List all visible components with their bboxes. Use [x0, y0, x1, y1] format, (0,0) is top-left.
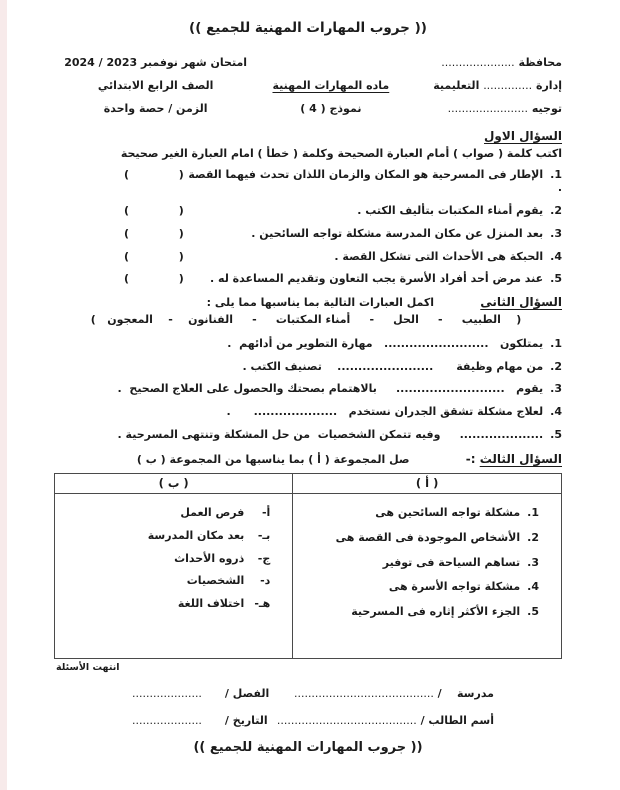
directorate-line — [405, 74, 562, 97]
q1-item-text — [184, 250, 562, 264]
question-3-heading-text: السؤال الثالث — [479, 451, 562, 466]
q2-item-5 — [54, 428, 562, 442]
header-subject-block — [257, 51, 404, 120]
col-b-item-2 — [77, 529, 270, 543]
item-number: 1. — [550, 336, 562, 350]
column-a-header: ( أ ) — [293, 473, 562, 493]
item-number: 3. — [550, 226, 562, 240]
questions-end-note: انتهت الأسئلة — [56, 662, 120, 673]
item-number: 5. — [527, 605, 539, 618]
word-bank: ( الطبيب - الحل - أمناء المكتبات - الفنانون - المعجون ) — [90, 313, 522, 327]
subject-name: ماده المهارات المهنية — [272, 78, 390, 92]
question-1-heading-text: السؤال الاول — [484, 128, 562, 143]
col-b-item-1 — [77, 506, 270, 520]
model-number: نموذج ( 4 ) — [300, 101, 362, 115]
question-2-intro: اكمل العبارات التالية بما يناسبها مما يلى : — [206, 296, 435, 310]
col-b-item-5 — [77, 597, 270, 611]
class-label: الفصل / — [224, 686, 270, 700]
item-letter: بـ- — [257, 528, 271, 542]
class-blank: .................... — [132, 686, 202, 700]
item-statement: الحبكة هى الأحداث التى تشكل القصة . — [334, 249, 544, 263]
fill-blank-statement: يمتلكون ......................... مهارة التطوير من أدائهم . — [227, 336, 544, 350]
answer-parentheses: ( ) — [124, 204, 184, 218]
student-name-label: أسم الطالب / — [416, 713, 494, 727]
match-item-text: بعد مكان المدرسة — [147, 528, 245, 542]
question-3-section — [54, 452, 562, 659]
item-letter: ج- — [257, 551, 271, 565]
column-a-cell — [293, 494, 562, 659]
q1-item-text — [184, 227, 562, 241]
q2-item-2 — [54, 360, 562, 374]
fill-blank-statement: .................... وفيه تتمكن الشخصيات من حل المشكلة وتنتهى المسرحية . — [117, 427, 544, 441]
item-letter: د- — [260, 574, 271, 588]
school-label: مدرسة / — [437, 686, 494, 700]
exam-header — [54, 51, 562, 120]
col-a-item-4 — [315, 580, 539, 594]
question-1-instructions: اكتب كلمة ( صواب ) أمام العبارة الصحيحة وكلمة ( خطأ ) امام العبارة الغير صحيحة — [120, 146, 562, 160]
match-item-text: ذروه الأحداث — [174, 551, 245, 565]
student-date-row — [54, 714, 562, 728]
school-field — [294, 687, 494, 701]
school-class-row — [54, 687, 562, 701]
matching-table-header-row — [55, 473, 562, 493]
governorate-blank: ..................... — [441, 55, 515, 69]
answer-parentheses: ( ) — [124, 272, 184, 286]
match-item-text: مشكلة تواجه السائحين هى — [375, 506, 521, 519]
governorate-label: محافظة — [518, 55, 562, 69]
match-item-text: فرص العمل — [180, 506, 245, 519]
question-2-section — [54, 295, 562, 442]
item-statement: يقوم أمناء المكتبات بتأليف الكتب . — [357, 204, 544, 218]
col-a-item-5 — [315, 605, 539, 619]
match-item-text: الجزء الأكثر إثاره فى المسرحية — [351, 605, 521, 618]
date-blank: .................... — [132, 713, 202, 727]
item-number: 4. — [550, 405, 562, 419]
question-3-heading — [54, 452, 562, 467]
item-number: 1. — [527, 506, 539, 519]
match-item-text: مشكلة تواجه الأسرة هى — [388, 580, 521, 594]
col-b-item-4 — [77, 574, 270, 588]
item-number: 5. — [550, 272, 562, 286]
col-b-item-3 — [77, 552, 270, 566]
column-b-cell — [55, 494, 293, 659]
directorate-suffix: التعليمية — [433, 78, 480, 92]
q1-item-1 — [54, 168, 562, 196]
matching-table-body-row — [55, 494, 562, 659]
question-2-heading-text: السؤال الثانى — [480, 295, 562, 310]
item-statement: بعد المنزل عن مكان المدرسة مشكلة تواجه السائحين . — [251, 226, 544, 240]
item-number: 4. — [527, 580, 539, 594]
question-2-heading — [54, 295, 562, 310]
answer-parentheses: ( ) — [124, 249, 184, 263]
match-item-text: تساهم السياحة فى توفير — [382, 555, 521, 569]
exam-duration: الزمن / حصة واحدة — [103, 101, 208, 115]
directorate-blank: .............. — [483, 78, 533, 92]
fill-blank-statement: من مهام وظيفة ....................... تصنيف الكتب . — [242, 359, 544, 373]
item-number: 4. — [550, 249, 562, 263]
q1-item-5 — [54, 272, 562, 286]
q1-item-3 — [54, 227, 562, 241]
matching-table — [54, 473, 562, 659]
date-label: التاريخ / — [221, 713, 268, 727]
exam-month: امتحان شهر نوفمبر 2023 / 2024 — [64, 55, 248, 69]
item-number: 2. — [527, 530, 539, 544]
governorate-line — [405, 51, 562, 74]
match-item-text: اختلاف اللغة — [177, 597, 245, 610]
school-blank: ........................................ — [293, 686, 434, 700]
fill-blank-statement: لعلاج مشكلة تشقق الجدران نستخدم .................... . — [226, 405, 544, 419]
supervision-line — [405, 97, 562, 120]
student-name-field — [277, 714, 494, 728]
match-item-text: الشخصيات — [186, 574, 245, 588]
class-field — [132, 687, 269, 701]
col-a-item-3 — [315, 556, 539, 570]
item-letter: هـ- — [254, 597, 271, 610]
directorate-label: إدارة — [535, 78, 562, 92]
item-letter: أ- — [261, 506, 271, 519]
page-title: (( جروب المهارات المهنية للجميع )) — [189, 20, 427, 36]
supervision-blank: ....................... — [447, 101, 529, 115]
q1-item-2 — [54, 204, 562, 218]
item-statement: عند مرض أحد أفراد الأسرة يجب التعاون وتقديم المساعدة له . — [210, 272, 544, 286]
grade-level: الصف الرابع الابتدائي — [97, 78, 214, 92]
item-number: 5. — [550, 427, 562, 441]
question-3-heading-suffix: :- — [465, 451, 476, 466]
answer-parentheses: ( ) — [124, 226, 184, 240]
q1-item-text — [184, 168, 562, 196]
item-number: 1. — [550, 167, 562, 181]
fill-blank-statement: يقوم .......................... بالاهتمام بصحتك والحصول على العلاج الصحيح . — [117, 382, 544, 396]
match-item-text: الأشخاص الموجودة فى القصة هى — [335, 530, 521, 544]
question-1-heading — [54, 129, 562, 144]
header-exam-block — [54, 51, 257, 120]
item-number: 3. — [527, 555, 539, 569]
item-number: 2. — [550, 359, 562, 373]
question-3-intro: صل المجموعة ( أ ) بما يناسبها من المجموعة ( ب ) — [136, 452, 410, 466]
col-a-item-2 — [315, 531, 539, 545]
q2-item-4 — [54, 405, 562, 419]
student-name-blank: ........................................ — [276, 713, 417, 727]
supervision-label: توجيه — [531, 101, 562, 115]
scan-edge-strip — [0, 0, 7, 790]
page-footer-title: (( جروب المهارات المهنية للجميع )) — [193, 740, 423, 756]
q1-item-text — [184, 204, 562, 218]
col-a-item-1 — [315, 506, 539, 520]
answer-parentheses: ( ) — [124, 167, 184, 181]
question-1-section — [54, 129, 562, 286]
header-admin-block — [405, 51, 562, 120]
column-b-header: ( ب ) — [55, 473, 293, 493]
q2-item-3 — [54, 382, 562, 396]
item-statement: الإطار فى المسرحية هو المكان والزمان اللذان تحدث فيهما القصة . — [188, 167, 562, 195]
date-field — [132, 714, 268, 728]
q1-item-4 — [54, 250, 562, 264]
q1-item-text — [184, 272, 562, 286]
item-number: 2. — [550, 204, 562, 218]
item-number: 3. — [550, 382, 562, 396]
q2-item-1 — [54, 337, 562, 351]
